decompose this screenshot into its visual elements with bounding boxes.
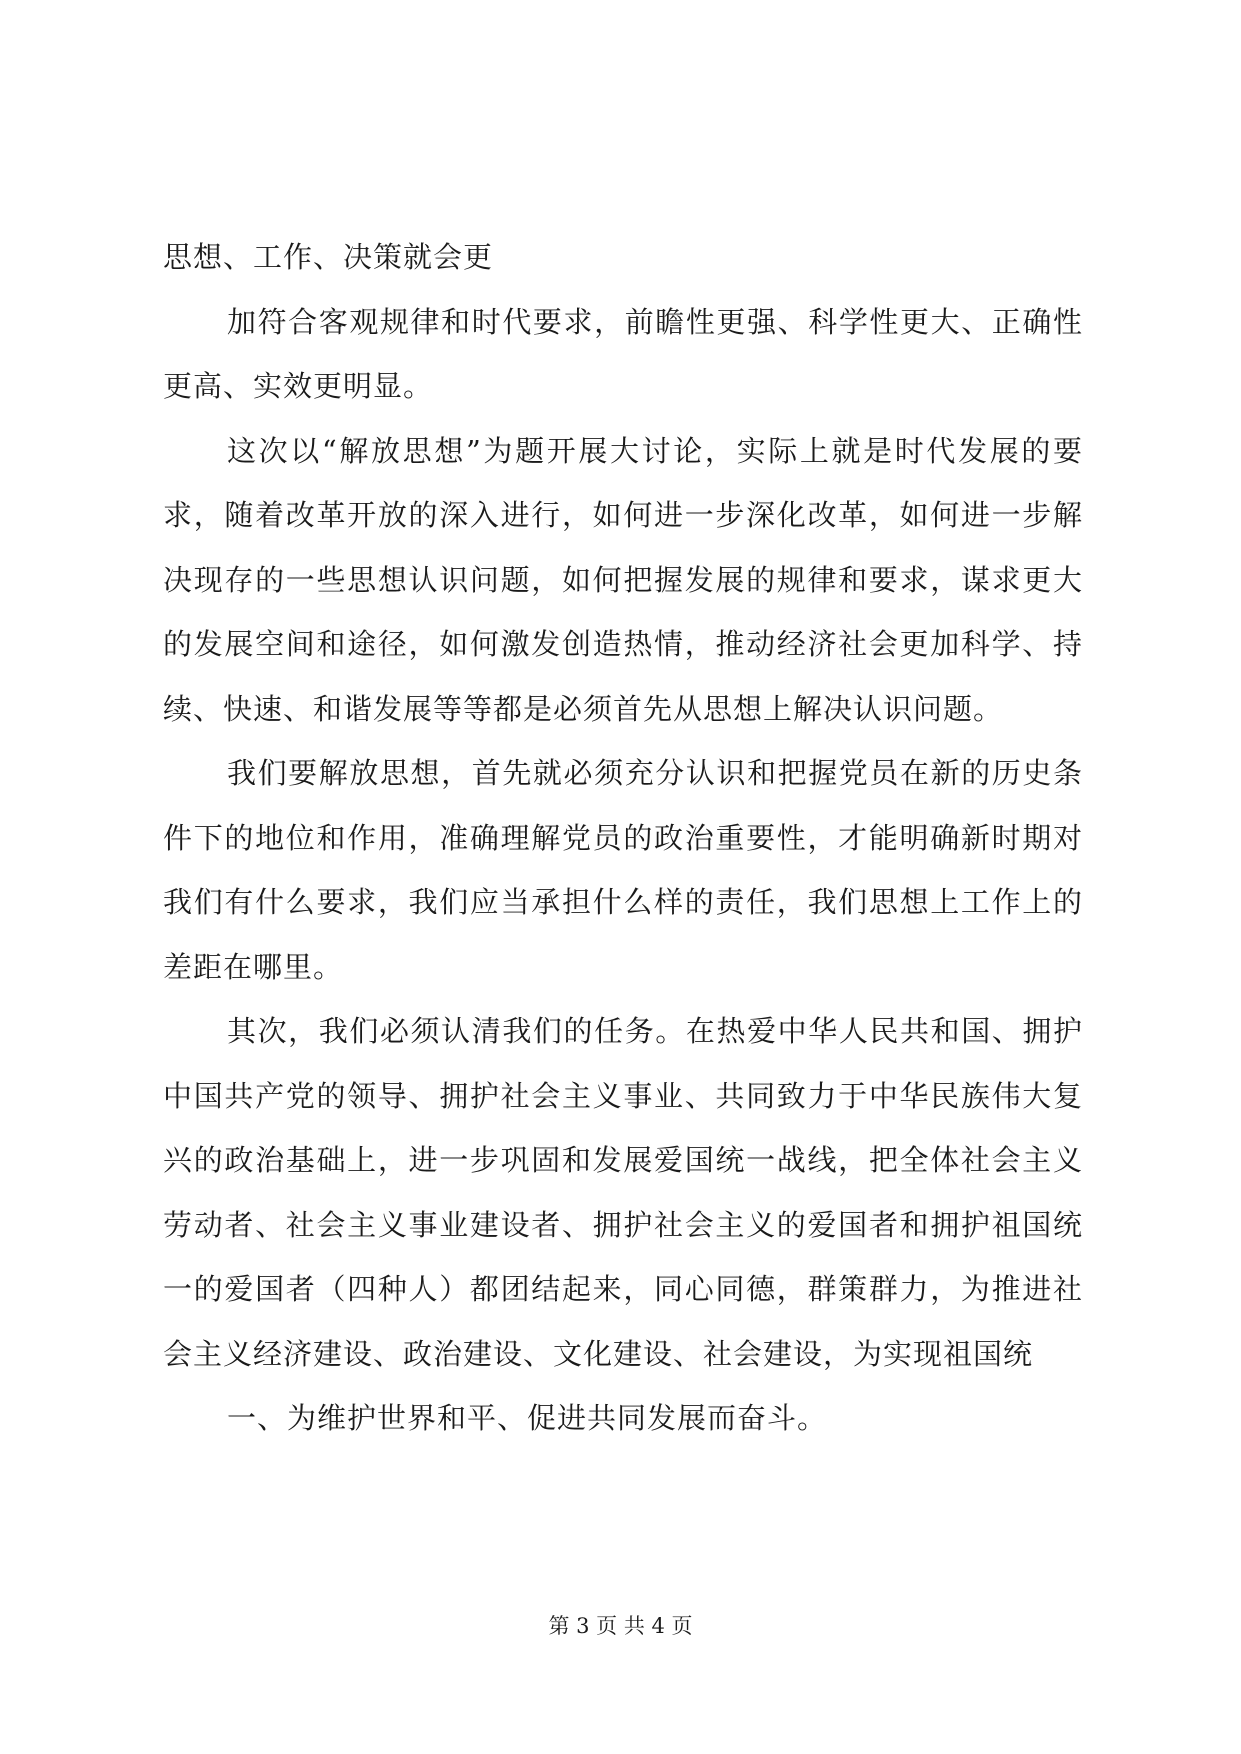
paragraph-4: 我们要解放思想，首先就必须充分认识和把握党员在新的历史条件下的地位和作用，准确理解党员的政治重要性，才能明确新时期对我们有什么要求，我们应当承担什么样的责任，我们思想上工作上的差距在哪里。 <box>163 756 1083 984</box>
paragraph-3: 这次以“解放思想”为题开展大讨论，实际上就是时代发展的要求，随着改革开放的深入进行，如何进一步深化改革，如何进一步解决现存的一些思想认识问题，如何把握发展的规律和要求，谋求更大的发展空间和途径，如何激发创造热情，推动经济社会更加科学、持续、快速、和谐发展等等都是必须首先从思想上解决认识问题。 <box>163 433 1083 726</box>
paragraph-6: 一、为维护世界和平、促进共同发展而奋斗。 <box>227 1401 828 1435</box>
paragraph-2: 加符合客观规律和时代要求，前瞻性更强、科学性更大、正确性更高、实效更明显。 <box>163 304 1083 403</box>
page-number-footer: 第 3 页 共 4 页 <box>548 1614 693 1638</box>
document-body <box>163 225 1083 1451</box>
paragraph-5: 其次，我们必须认清我们的任务。在热爱中华人民共和国、拥护中国共产党的领导、拥护社会主义事业、共同致力于中华民族伟大复兴的政治基础上，进一步巩固和发展爱国统一战线，把全体社会主义劳动者、社会主义事业建设者、拥护社会主义的爱国者和拥护祖国统一的爱国者（四种人）都团结起来，同心同德，群策群力，为推进社会主义经济建设、政治建设、文化建设、社会建设，为实现祖国统 <box>163 1014 1083 1371</box>
paragraph-1: 思想、工作、决策就会更 <box>163 240 494 274</box>
